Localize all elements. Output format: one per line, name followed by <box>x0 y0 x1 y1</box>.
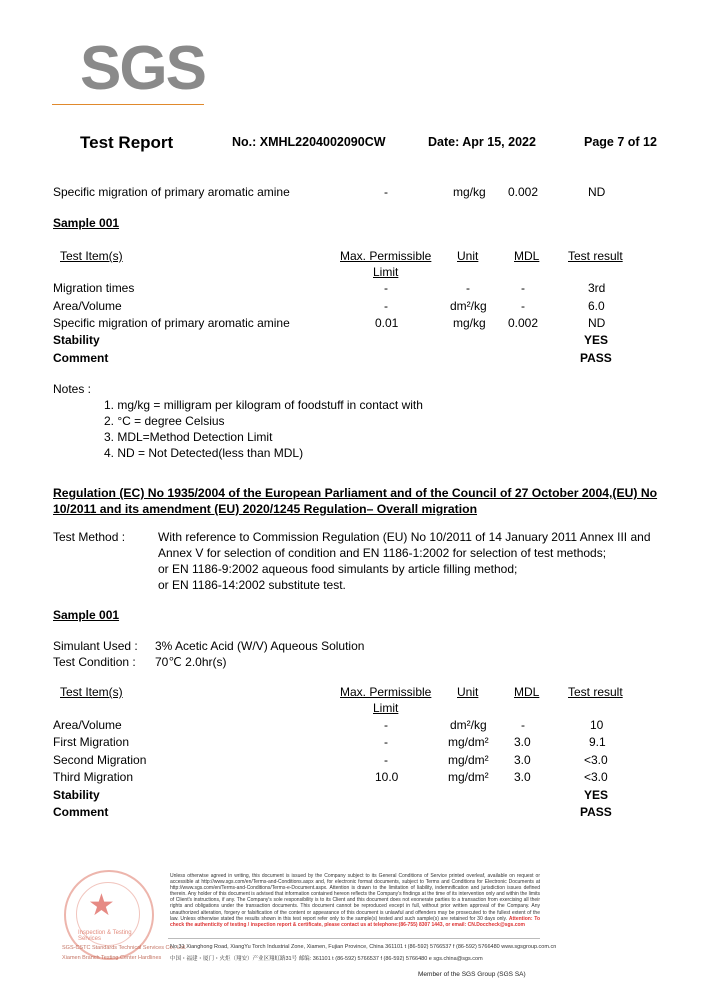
col-header-mdl: MDL <box>514 685 540 699</box>
comment-label: Comment <box>53 805 109 819</box>
note-item: 2. °C = degree Celsius <box>104 414 225 428</box>
sgs-logo: SGS <box>80 34 205 103</box>
report-title: Test Report <box>80 133 174 152</box>
stability-value: YES <box>584 788 609 802</box>
report-number: No.: XMHL2204002090CW <box>232 135 386 149</box>
col-header-max: Max. Permissible <box>340 685 432 699</box>
table-row-unit: mg/dm² <box>448 735 489 749</box>
table-row-item: First Migration <box>53 735 130 749</box>
note-item: 4. ND = Not Detected(less than MDL) <box>104 446 304 460</box>
test-method-line: With reference to Commission Regulation (EU) No 10/2011 of 14 January 2011 Annex III and <box>158 530 651 544</box>
regulation-heading-line1: Regulation (EC) No 1935/2004 of the European Parliament and of the Council of 27 October 2004,(EU) No <box>53 486 658 500</box>
col-header-limit: Limit <box>373 701 399 715</box>
table-row-result: 3rd <box>588 281 606 295</box>
logo-underline <box>52 104 204 105</box>
address-chinese: 中国・福建・厦门・火炬（翔安）产业区翔虹路31号 邮编: 361101 t (86-592) 5766537 f (86-592) 5766480 e sgs.china@sgs.com <box>170 956 483 962</box>
col-header-max: Max. Permissible <box>340 249 432 263</box>
table-row-result: 9.1 <box>589 735 606 749</box>
table-row-max: - <box>384 299 388 313</box>
notes-label: Notes : <box>53 382 92 396</box>
table-row-unit: mg/dm² <box>448 770 489 784</box>
stamp-org-line2: Xiamen Branch Testing Center Hardlines <box>62 955 162 961</box>
table-row-result: <3.0 <box>584 770 608 784</box>
test-method-label: Test Method : <box>53 530 126 544</box>
table-row-unit: mg/kg <box>453 316 486 330</box>
table-row-mdl: 3.0 <box>514 753 531 767</box>
col-header-mdl: MDL <box>514 249 540 263</box>
test-method-line: Annex V for selection of condition and EN 1186-1:2002 for selection of test methods; <box>158 546 607 560</box>
table-row-unit: - <box>466 281 470 295</box>
col-header-item: Test Item(s) <box>60 249 123 263</box>
regulation-heading-line2: 10/2011 and its amendment (EU) 2020/1245 Regulation– Overall migration <box>53 502 478 516</box>
stability-label: Stability <box>53 333 100 347</box>
table-row-mdl: - <box>521 718 525 732</box>
top-row-max: - <box>384 185 388 199</box>
table-row-max: 0.01 <box>375 316 399 330</box>
report-date: Date: Apr 15, 2022 <box>428 135 536 149</box>
note-item: 3. MDL=Method Detection Limit <box>104 430 273 444</box>
table-row-max: - <box>384 753 388 767</box>
simulant-value: 3% Acetic Acid (W/V) Aqueous Solution <box>155 639 365 653</box>
table-row-max: - <box>384 735 388 749</box>
comment-value: PASS <box>580 351 612 365</box>
test-method-line: or EN 1186-14:2002 substitute test. <box>158 578 346 592</box>
condition-label: Test Condition : <box>53 655 136 669</box>
table-row-mdl: - <box>521 299 525 313</box>
sample-1-title: Sample 001 <box>53 216 120 230</box>
stability-label: Stability <box>53 788 100 802</box>
table-row-mdl: 3.0 <box>514 770 531 784</box>
col-header-unit: Unit <box>457 249 479 263</box>
top-row-item: Specific migration of primary aromatic amine <box>53 185 290 199</box>
seal-text: Inspection & Testing Services <box>78 930 132 942</box>
table-row-result: 6.0 <box>588 299 605 313</box>
table-row-item: Third Migration <box>53 770 134 784</box>
simulant-label: Simulant Used : <box>53 639 138 653</box>
star-icon: ★ <box>88 889 115 922</box>
table-row-unit: mg/dm² <box>448 753 489 767</box>
top-row-unit: mg/kg <box>453 185 486 199</box>
col-header-result: Test result <box>568 685 623 699</box>
sgs-group-member: Member of the SGS Group (SGS SA) <box>418 971 526 978</box>
table-row-max: - <box>384 718 388 732</box>
col-header-item: Test Item(s) <box>60 685 123 699</box>
sample-2-title: Sample 001 <box>53 608 120 622</box>
col-header-limit: Limit <box>373 265 399 279</box>
footer-divider <box>168 938 540 939</box>
authenticity-notice: Attention: To check the authenticity of testing / inspection report & certificate, please contact us at telephone:(86-755) 8307 1443, or email: CN.Doccheck@sgs.com <box>170 915 541 928</box>
note-item: 1. mg/kg = milligram per kilogram of foodstuff in contact with <box>104 398 423 412</box>
table-row-item: Second Migration <box>53 753 147 767</box>
top-row-mdl: 0.002 <box>508 185 539 199</box>
comment-value: PASS <box>580 805 612 819</box>
table-row-item: Migration times <box>53 281 135 295</box>
table-row-item: Area/Volume <box>53 299 122 313</box>
table-row-item: Area/Volume <box>53 718 122 732</box>
table-row-unit: dm²/kg <box>450 718 487 732</box>
table-row-unit: dm²/kg <box>450 299 487 313</box>
legal-disclaimer <box>170 873 540 928</box>
page-number: Page 7 of 12 <box>584 135 657 149</box>
table-row-max: - <box>384 281 388 295</box>
table-row-mdl: 3.0 <box>514 735 531 749</box>
table-row-mdl: - <box>521 281 525 295</box>
test-method-line: or EN 1186-9:2002 aqueous food simulants by article filling method; <box>158 562 518 576</box>
col-header-result: Test result <box>568 249 623 263</box>
stamp-org-line1: SGS-CSTC Standards Technical Services Co., Ltd. <box>62 945 187 951</box>
table-row-item: Specific migration of primary aromatic amine <box>53 316 290 330</box>
condition-value: 70℃ 2.0hr(s) <box>155 655 227 669</box>
top-row-result: ND <box>588 185 606 199</box>
stability-value: YES <box>584 333 609 347</box>
table-row-result: 10 <box>590 718 604 732</box>
table-row-result: ND <box>588 316 606 330</box>
disclaimer-text: Unless otherwise agreed in writing, this document is issued by the Company subject to its General Conditions of Service printed overleaf, available on request or accessible at http://www.sgs.com/en/Terms-and-Conditions.aspx and, for electronic format documents, subject to Terms and Conditions for Electronic Documents at http://www.sgs.com/en/Terms-and-Conditions/Terms-e-Document.aspx. Attention is drawn to the limitation of liability, indemnification and jurisdiction issues defined therein. Any holder of this document is advised that information contained hereon reflects the Company's findings at the time of its intervention only and within the limits of Client's instructions, if any. The Company's sole responsibility is to its Client and this document does not exonerate parties to a transaction from exercising all their rights and obligations under the transaction documents. This document cannot be reproduced except in full, without prior written approval of the Company. Any unauthorized alteration, forgery or falsification of the content or appearance of this document is unlawful and offenders may be prosecuted to the fullest extent of the law. Unless otherwise stated the results shown in this test report refer only to the sample(s) tested and such sample(s) are retained for 30 days only. <box>170 873 540 922</box>
address-english: No.31 Xianghong Road, XiangYu Torch Industrial Zone, Xiamen, Fujian Province, China 361101 t (86-592) 5766537 f (86-592) 5766480 www.sgsgroup.com.cn <box>170 944 557 950</box>
table-row-max: 10.0 <box>375 770 399 784</box>
table-row-mdl: 0.002 <box>508 316 539 330</box>
table-row-result: <3.0 <box>584 753 608 767</box>
comment-label: Comment <box>53 351 109 365</box>
col-header-unit: Unit <box>457 685 479 699</box>
